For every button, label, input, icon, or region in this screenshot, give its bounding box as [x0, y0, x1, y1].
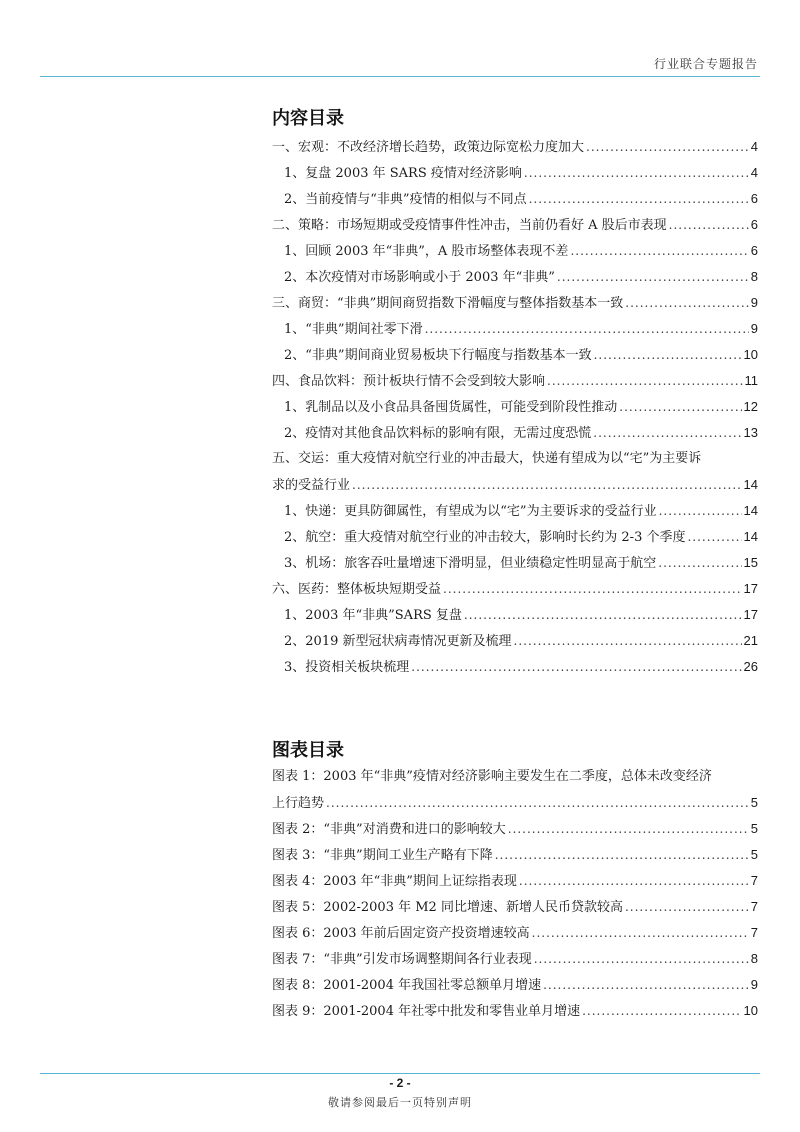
toc-page-number[interactable]: 5: [750, 821, 758, 836]
toc-entry-text[interactable]: 图表 9：2001-2004 年社零中批发和零售业单月增速: [272, 1004, 581, 1019]
toc-page-number[interactable]: 5: [750, 795, 758, 810]
toc-entry[interactable]: [272, 842, 758, 868]
toc-page-number[interactable]: 8: [750, 951, 758, 966]
toc-page-number[interactable]: 7: [750, 873, 758, 888]
toc-page-number[interactable]: 6: [750, 243, 758, 258]
contents-list: [272, 134, 758, 680]
toc-page-number[interactable]: 10: [743, 1003, 758, 1018]
toc-page-number[interactable]: 17: [743, 607, 758, 622]
toc-entry[interactable]: [272, 868, 758, 894]
toc-page-number[interactable]: 10: [743, 347, 758, 362]
toc-entry-text[interactable]: 1、2003 年“非典”SARS 复盘: [284, 608, 462, 623]
toc-entry[interactable]: [272, 998, 758, 1024]
page-number: - 2 -: [389, 1076, 411, 1090]
dot-leader: [524, 160, 749, 186]
toc-page-number[interactable]: 8: [750, 269, 758, 284]
dot-leader: [570, 238, 748, 264]
dot-leader: [582, 998, 741, 1024]
toc-entry[interactable]: [272, 212, 758, 238]
toc-entry[interactable]: [272, 420, 758, 446]
toc-entry-text[interactable]: 3、机场：旅客吞吐量增速下滑明显，但业绩稳定性明显高于航空: [284, 556, 657, 571]
dot-leader: [425, 316, 749, 342]
toc-entry-text[interactable]: 1、复盘 2003 年 SARS 疫情对经济影响: [284, 166, 522, 181]
toc-entry[interactable]: [272, 342, 758, 368]
toc-entry-text[interactable]: 图表 7：“非典”引发市场调整期间各行业表现: [272, 952, 532, 967]
toc-page-number[interactable]: 14: [743, 477, 758, 492]
toc-entry[interactable]: [272, 290, 758, 316]
toc-entry[interactable]: [272, 972, 758, 998]
dot-leader: [532, 920, 749, 946]
toc-page-number[interactable]: 12: [743, 399, 758, 414]
toc-entry-text[interactable]: 2、航空：重大疫情对航空行业的冲击较大，影响时长约为 2-3 个季度: [284, 530, 686, 545]
dot-leader: [557, 264, 749, 290]
dot-leader: [529, 186, 749, 212]
header-divider: [40, 76, 760, 77]
toc-entry-text[interactable]: 图表 1：2003 年“非典”疫情对经济影响主要发生在二季度，总体未改变经济: [272, 769, 712, 784]
toc-page-number[interactable]: 5: [750, 847, 758, 862]
toc-entry-text[interactable]: 五、交运：重大疫情对航空行业的冲击最大，快递有望成为以“宅”为主要诉: [272, 451, 702, 466]
toc-entry[interactable]: [272, 524, 758, 550]
dot-leader: [625, 290, 748, 316]
dot-leader: [534, 946, 749, 972]
dot-leader: [658, 550, 741, 576]
toc-entry-text[interactable]: 3、投资相关板块梳理: [284, 660, 410, 675]
dot-leader: [659, 498, 742, 524]
toc-entry-text[interactable]: 2、当前疫情与“非典”疫情的相似与不同点: [284, 192, 527, 207]
dot-leader: [411, 654, 741, 680]
toc-entry[interactable]: [272, 186, 758, 212]
toc-entry[interactable]: [272, 394, 758, 420]
toc-page-number[interactable]: 17: [743, 581, 758, 596]
toc-entry-text[interactable]: 三、商贸：“非典”期间商贸指数下滑幅度与整体指数基本一致: [272, 296, 624, 311]
toc-page-number[interactable]: 6: [750, 217, 758, 232]
toc-page-number[interactable]: 9: [750, 295, 758, 310]
dot-leader: [326, 790, 749, 816]
dot-leader: [547, 368, 742, 394]
dot-leader: [669, 212, 749, 238]
toc-entry-line[interactable]: [272, 446, 758, 472]
footer-divider: [40, 1073, 760, 1074]
toc-entry-text[interactable]: 图表 8：2001-2004 年我国社零总额单月增速: [272, 978, 542, 993]
toc-page-number[interactable]: 21: [743, 633, 758, 648]
toc-entry-text[interactable]: 一、宏观：不改经济增长趋势，政策边际宽松力度加大: [272, 140, 585, 155]
toc-entry-text[interactable]: 2、疫情对其他食品饮料标的影响有限，无需过度恐慌: [284, 426, 592, 441]
toc-entry[interactable]: [272, 238, 758, 264]
toc-page-number[interactable]: 6: [750, 191, 758, 206]
disclaimer: 敬请参阅最后一页特别声明: [328, 1096, 472, 1109]
dot-leader: [543, 972, 749, 998]
toc-entry-line[interactable]: [272, 790, 758, 816]
toc-entry-text[interactable]: 1、回顾 2003 年“非典”，A 股市场整体表现不差: [284, 244, 569, 259]
dot-leader: [443, 576, 742, 602]
toc-entry[interactable]: [272, 920, 758, 946]
toc-entry-text[interactable]: 1、快递：更具防御属性，有望成为以“宅”为主要诉求的受益行业: [284, 504, 657, 519]
dot-leader: [593, 420, 741, 446]
dot-leader: [352, 472, 742, 498]
toc-entry-text[interactable]: 图表 2：“非典”对消费和进口的影响较大: [272, 822, 506, 837]
toc-page-number[interactable]: 14: [743, 503, 758, 518]
toc-entry-line[interactable]: [272, 472, 758, 498]
toc-page-number[interactable]: 7: [750, 925, 758, 940]
report-type-label: 行业联合专题报告: [653, 57, 758, 71]
toc-entry[interactable]: [272, 654, 758, 680]
toc-entry-text[interactable]: 二、策略：市场短期或受疫情事件性冲击，当前仍看好 A 股后市表现: [272, 218, 667, 233]
toc-entry-text[interactable]: 图表 3：“非典”期间工业生产略有下降: [272, 848, 493, 863]
figures-title: 图表目录: [272, 740, 344, 761]
toc-entry[interactable]: [272, 576, 758, 602]
toc-page-number[interactable]: 11: [744, 373, 758, 388]
toc-entry[interactable]: [272, 628, 758, 654]
toc-entry-text[interactable]: 图表 5：2002-2003 年 M2 同比增速、新增人民币贷款较高: [272, 900, 623, 915]
toc-entry[interactable]: [272, 816, 758, 842]
toc-page-number[interactable]: 9: [750, 321, 758, 336]
toc-entry-text-continuation[interactable]: 上行趋势: [272, 796, 325, 811]
toc-page-number[interactable]: 4: [750, 165, 758, 180]
dot-leader: [495, 842, 749, 868]
toc-entry-line[interactable]: [272, 764, 758, 790]
dot-leader: [687, 524, 741, 550]
toc-entry-text-continuation[interactable]: 求的受益行业: [272, 478, 351, 493]
toc-entry-text[interactable]: 2、2019 新型冠状病毒情况更新及梳理: [284, 634, 512, 649]
toc-page-number[interactable]: 15: [743, 555, 758, 570]
toc-entry[interactable]: [272, 368, 758, 394]
toc-entry[interactable]: [272, 264, 758, 290]
toc-entry[interactable]: [272, 498, 758, 524]
dot-leader: [508, 816, 749, 842]
toc-entry-text[interactable]: 图表 4：2003 年“非典”期间上证综指表现: [272, 874, 517, 889]
dot-leader: [619, 394, 741, 420]
toc-page-number[interactable]: 26: [743, 659, 758, 674]
contents-title: 内容目录: [272, 108, 344, 129]
toc-entry-text[interactable]: 六、医药：整体板块短期受益: [272, 582, 442, 597]
toc-entry-text[interactable]: 2、“非典”期间商业贸易板块下行幅度与指数基本一致: [284, 348, 592, 363]
dot-leader: [464, 602, 742, 628]
dot-leader: [594, 342, 742, 368]
toc-entry[interactable]: [272, 550, 758, 576]
toc-entry-text[interactable]: 2、本次疫情对市场影响或小于 2003 年“非典”: [284, 270, 555, 285]
toc-page-number[interactable]: 7: [750, 899, 758, 914]
dot-leader: [519, 868, 749, 894]
toc-page-number[interactable]: 4: [750, 139, 758, 154]
toc-entry-text[interactable]: 1、乳制品以及小食品具备囤货属性，可能受到阶段性推动: [284, 400, 618, 415]
toc-entry[interactable]: [272, 134, 758, 160]
toc-page-number[interactable]: 9: [750, 977, 758, 992]
toc-entry-text[interactable]: 图表 6：2003 年前后固定资产投资增速较高: [272, 926, 530, 941]
toc-entry[interactable]: [272, 894, 758, 920]
toc-entry[interactable]: [272, 602, 758, 628]
dot-leader: [514, 628, 742, 654]
toc-entry-text[interactable]: 四、食品饮料：预计板块行情不会受到较大影响: [272, 374, 546, 389]
toc-entry[interactable]: [272, 316, 758, 342]
toc-page-number[interactable]: 14: [743, 529, 758, 544]
toc-entry[interactable]: [272, 946, 758, 972]
dot-leader: [625, 894, 749, 920]
figures-list: [272, 764, 758, 1024]
toc-page-number[interactable]: 13: [743, 425, 758, 440]
toc-entry[interactable]: [272, 160, 758, 186]
dot-leader: [586, 134, 749, 160]
toc-entry-text[interactable]: 1、“非典”期间社零下滑: [284, 322, 423, 337]
